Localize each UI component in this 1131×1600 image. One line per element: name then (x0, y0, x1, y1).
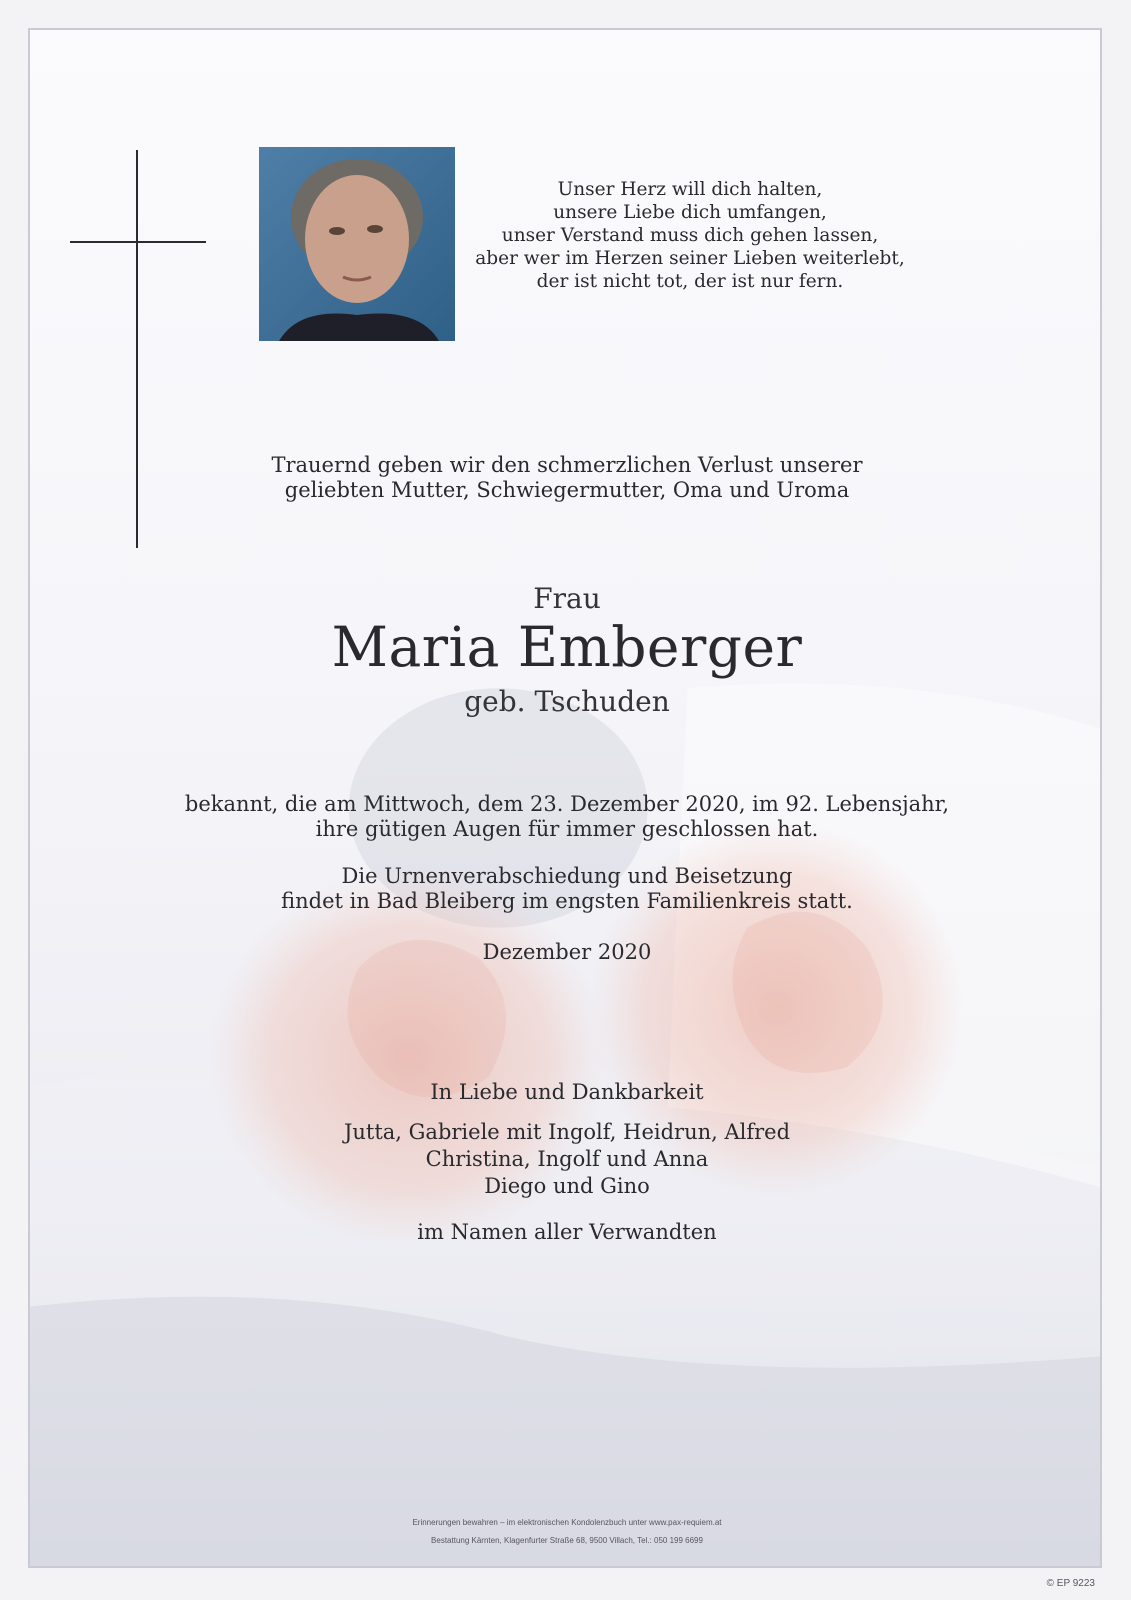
family-line: Diego und Gino (484, 1174, 650, 1198)
poem-line: aber wer im Herzen seiner Lieben weiterlebt, (475, 248, 905, 269)
funeral-line: findet in Bad Bleiberg im engsten Familienkreis statt. (281, 889, 853, 913)
relatives-line: im Namen aller Verwandten (417, 1220, 717, 1244)
portrait-photo (259, 147, 455, 341)
intro-text (30, 453, 1102, 503)
footer-condolence-line: Erinnerungen bewahren – im elektronischen Kondolenzbuch unter www.pax-requiem.at (412, 1518, 722, 1527)
poem-line: unsere Liebe dich umfangen, (553, 202, 827, 223)
deceased-name: Maria Emberger (331, 615, 803, 679)
notice-date: Dezember 2020 (482, 940, 652, 964)
death-notice (30, 792, 1102, 842)
poem-line: unser Verstand muss dich gehen lassen, (501, 225, 879, 246)
poem (440, 178, 940, 293)
family-names (30, 1119, 1102, 1200)
footer-address-line: Bestattung Kärnten, Klagenfurter Straße 68, 9500 Villach, Tel.: 050 199 6699 (431, 1536, 703, 1545)
intro-line: geliebten Mutter, Schwiegermutter, Oma und Uroma (284, 478, 850, 502)
intro-line: Trauernd geben wir den schmerzlichen Verlust unserer (271, 453, 863, 477)
salutation: Frau (533, 582, 601, 615)
death-notice-line: bekannt, die am Mittwoch, dem 23. Dezember 2020, im 92. Lebensjahr, (184, 792, 950, 816)
family-line: Jutta, Gabriele mit Ingolf, Heidrun, Alfred (343, 1120, 791, 1144)
funeral-line: Die Urnenverabschiedung und Beisetzung (341, 864, 793, 888)
cross-horizontal-bar (70, 241, 206, 243)
birth-name: geb. Tschuden (464, 685, 670, 718)
family-line: Christina, Ingolf und Anna (425, 1147, 709, 1171)
poem-line: der ist nicht tot, der ist nur fern. (536, 271, 844, 292)
obituary-card (28, 28, 1102, 1568)
death-notice-line: ihre gütigen Augen für immer geschlossen hat. (315, 817, 819, 841)
poem-line: Unser Herz will dich halten, (557, 179, 823, 200)
thanks-line: In Liebe und Dankbarkeit (430, 1080, 704, 1104)
document-code: © EP 9223 (1046, 1578, 1095, 1589)
funeral-info (30, 864, 1102, 914)
